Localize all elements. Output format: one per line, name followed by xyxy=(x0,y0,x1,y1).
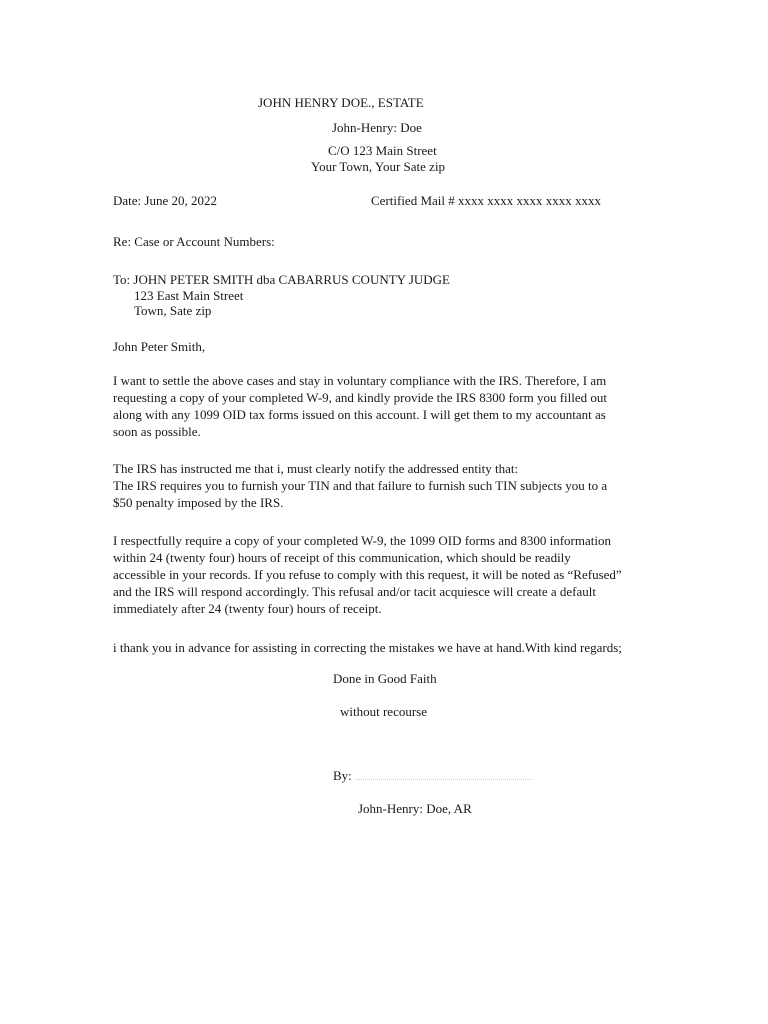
recipient-to-line: To: JOHN PETER SMITH dba CABARRUS COUNTY JUDGE xyxy=(113,272,450,287)
good-faith-line: Done in Good Faith xyxy=(333,671,437,686)
paragraph-line: within 24 (twenty four) hours of receipt of this communication, which should be readily xyxy=(113,550,571,565)
certified-mail-number: Certified Mail # xxxx xxxx xxxx xxxx xxxx xyxy=(371,193,602,208)
paragraph-request xyxy=(113,372,653,440)
recourse-line: without recourse xyxy=(340,704,428,719)
paragraph-line: The IRS has instructed me that i, must clearly notify the addressed entity that: xyxy=(113,461,519,476)
paragraph-line: accessible in your records. If you refuse to comply with this request, it will be noted as “Refused” xyxy=(113,567,622,582)
recipient-city: Town, Sate zip xyxy=(134,303,212,318)
paragraph-line: $50 penalty imposed by the IRS. xyxy=(113,495,284,510)
paragraph-line: soon as possible. xyxy=(113,424,201,439)
paragraph-line: The IRS requires you to furnish your TIN and that failure to furnish such TIN subjects you to a xyxy=(113,478,608,493)
re-line: Re: Case or Account Numbers: xyxy=(113,234,275,249)
estate-title: JOHN HENRY DOE., ESTATE xyxy=(258,95,424,110)
paragraph-demand xyxy=(113,532,653,617)
sender-address-line2: Your Town, Your Sate zip xyxy=(311,159,446,174)
signer-name: John-Henry: Doe, AR xyxy=(358,801,472,816)
sender-name: John-Henry: Doe xyxy=(332,120,422,135)
closing-line: i thank you in advance for assisting in correcting the mistakes we have at hand.With kind regards; xyxy=(113,640,622,655)
paragraph-irs-notice xyxy=(113,460,653,511)
paragraph-line: I want to settle the above cases and stay in voluntary compliance with the IRS. Therefore, I am xyxy=(113,373,607,388)
salutation: John Peter Smith, xyxy=(113,339,206,354)
signature-line xyxy=(356,779,532,780)
paragraph-line: and the IRS will respond accordingly. This refusal and/or tacit acquiesce will create a default xyxy=(113,584,596,599)
paragraph-line: immediately after 24 (twenty four) hours of receipt. xyxy=(113,601,382,616)
paragraph-line: requesting a copy of your completed W-9, and kindly provide the IRS 8300 form you filled out xyxy=(113,390,608,405)
paragraph-line: along with any 1099 OID tax forms issued on this account. I will get them to my accountant as xyxy=(113,407,606,422)
signature-by-label: By: xyxy=(333,768,352,783)
sender-address-line1: C/O 123 Main Street xyxy=(328,143,437,158)
letter-date: Date: June 20, 2022 xyxy=(113,193,217,208)
paragraph-line: I respectfully require a copy of your completed W-9, the 1099 OID forms and 8300 information xyxy=(113,533,611,548)
recipient-street: 123 East Main Street xyxy=(134,288,244,303)
